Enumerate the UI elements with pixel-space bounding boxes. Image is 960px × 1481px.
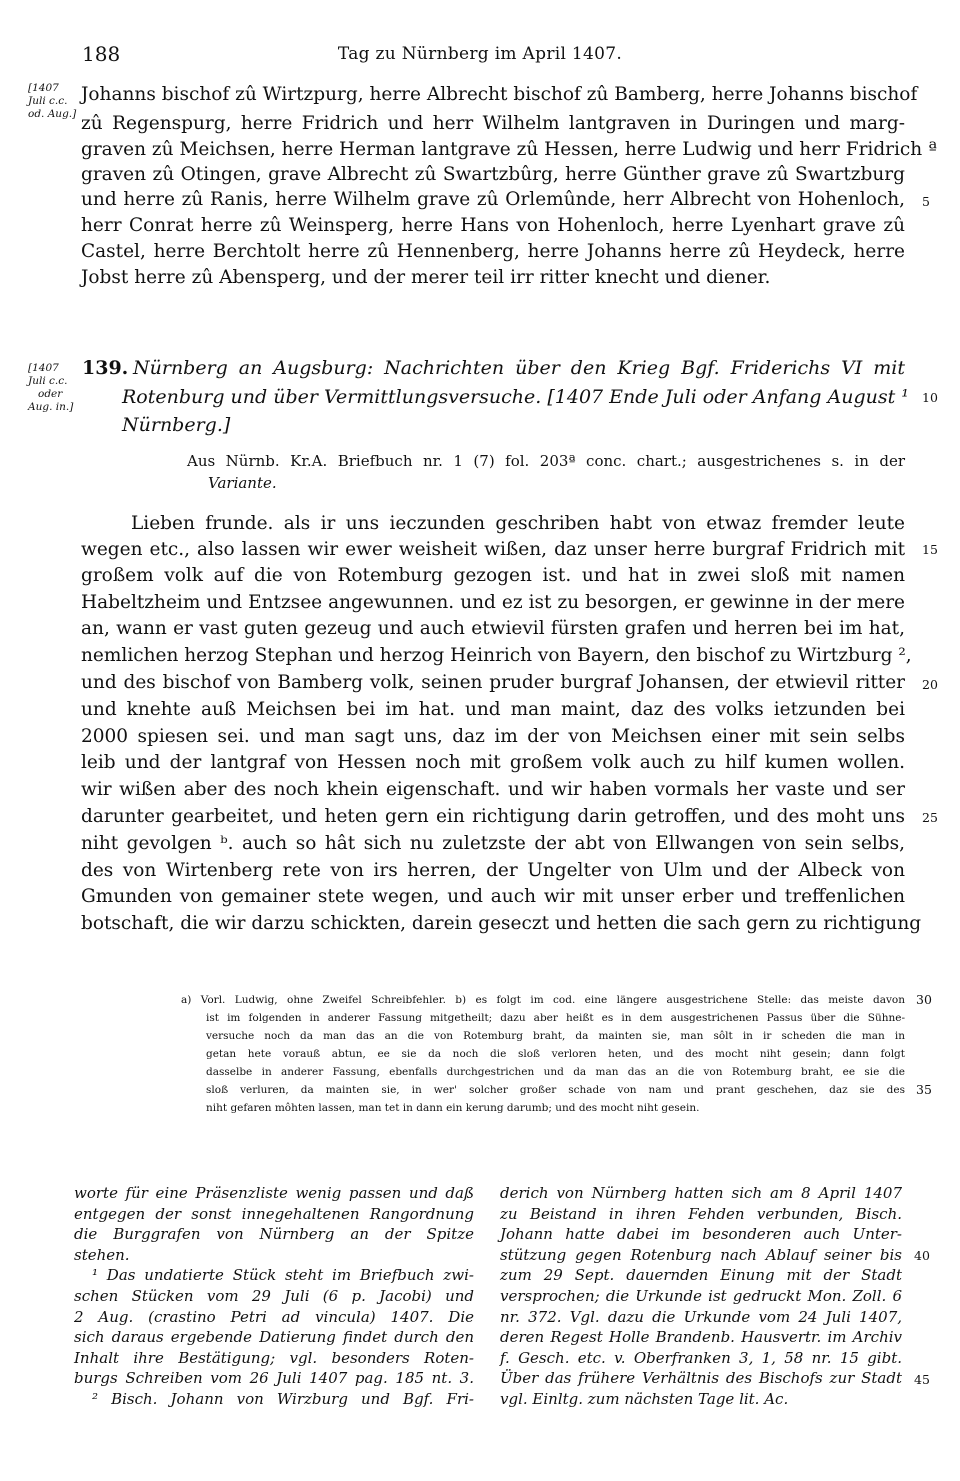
line-number: 20 [922,677,938,692]
footnote-line: burgs Schreiben vom 26 Juli 1407 pag. 185 nt. 3. [74,1369,474,1388]
text-line: und knehte auß Meichsen bei im hat. und man maint, daz des volks ietzunden bei [81,699,905,720]
line-number: 10 [922,390,938,405]
text-line: graven zû Otingen, grave Albrecht zû Swartzbûrg, herre Günther grave zû Swartzburg [81,164,905,185]
line-number: 25 [922,810,938,825]
line-number: 30 [916,992,932,1007]
text-line: des von Wirtenberg rete von irs herren, der Ungelter von Ulm und der Albeck von [81,860,905,881]
text-line: großem volk auf die von Rotemburg gezogen ist. und hat in zwei sloß mit namen [81,565,905,586]
apparatus-line: sloß verluren, da mainten sie, in wer' solcher großer schade von nam und prant geschehen, daz sie des [206,1084,905,1096]
text-line: nemlichen herzog Stephan und herzog Heinrich von Bayern, den bischof zu Wirtzburg ², [81,645,912,666]
apparatus-line: ist im folgenden in anderer Fassung mitgetheilt; dazu aber heißt es in dem ausgestrichenen Passus über die Sühne- [206,1012,905,1024]
footnote-line: deren Regest Holle Brandenb. Hausvertr. im Archiv [500,1328,902,1347]
footnote-line: zu Beistand in ihren Fehden verbunden, Bisch. [500,1204,902,1223]
footnote-line: Über das frühere Verhältnis des Bischofs zur Stadt [500,1369,902,1388]
running-title: Tag zu Nürnberg im April 1407. [337,44,623,64]
apparatus-line: versuche noch da man das an die von Rotemburg braht, da mainten sie, man sôlt in ir scheden die man in [206,1030,905,1042]
text-line: leib und der lantgraf von Hessen noch mit großem volk auch zu hilf kumen wollen. [81,752,905,773]
document-heading-line: Rotenburg und über Vermittlungsversuche. [1407 Ende Juli oder Anfang August ¹ [122,386,909,408]
line-number: 45 [914,1372,930,1387]
source-note: Aus Nürnb. Kr.A. Briefbuch nr. 1 (7) fol. 203ª conc. chart.; ausgestrichenes s. in der [187,452,905,470]
footnote-line: versprochen; die Urkunde ist gedruckt Mon. Zoll. 6 [500,1286,902,1305]
running-head [0,42,960,72]
footnote-line: die Burggrafen von Nürnberg an der Spitze [74,1225,474,1244]
page-number: 188 [82,42,121,66]
apparatus-line: niht gefaren môhten lassen, man tet in dann ein kerung darumb; und des mocht niht gesein. [206,1102,700,1114]
document-heading-line: Nürnberg an Augsburg: Nachrichten über den Krieg Bgf. Friderichs VI mit [133,357,905,379]
footnotes-left-column [74,1183,474,1410]
text-line: graven zû Meichsen, herre Herman lantgrave zû Hessen, herre Ludwig und herr Fridrich ª [81,139,937,160]
document-heading-line: Nürnberg.] [122,414,231,436]
footnote-line: derich von Nürnberg hatten sich am 8 April 1407 [500,1184,902,1202]
text-line: Habeltzheim und Entzsee angewunnen. und ez ist zu besorgen, er gewinne in der mere [81,592,905,613]
text-line: darunter gearbeitet, und heten gern ein richtigung darin getroffen, und des moht uns [81,806,905,827]
footnote-line: sich daraus ergebende Datierung findet durch den [74,1328,474,1347]
footnote-line: 2 Aug. (crastino Petri ad vincula) 1407. Die [74,1307,474,1326]
text-line: und herre zû Ranis, herre Wilhelm grave zû Orlemûnde, herr Albrecht von Hohenloch, [81,189,905,210]
text-line: Lieben frunde. als ir uns ieczunden geschriben habt von etwaz fremder leute [131,513,905,534]
footnote-line: Johann hatte dabei im besonderen auch Unter- [500,1225,902,1244]
apparatus-line: a) Vorl. Ludwig, ohne Zweifel Schreibfehler. b) es folgt im cod. eine längere ausgestrichene Stelle: das meiste davon [181,994,905,1006]
text-line: Castel, herre Berchtolt herre zû Hennenberg, herre Johanns herre zû Heydeck, herre [81,241,905,262]
text-line: wegen etc., also lassen wir ewer weisheit wißen, daz unser herre burgraf Fridrich mit [81,539,905,560]
source-note: Variante. [208,474,277,492]
footnote-line: vgl. Einltg. zum nächsten Tage lit. Ac. [500,1389,789,1408]
text-line: Gmunden von gemainer stete wegen, und auch wir mit unser erber und treffenlichen [81,886,905,907]
apparatus-line: getan hete vorauß abtun, ee sie da noch die sloß verloren heten, und des mocht niht gesein; dann folgt [206,1048,905,1060]
text-line: Johanns bischof zû Wirtzpurg, herre Albrecht bischof zû Bamberg, herre Johanns bischof [81,84,918,105]
margin-date-note: [1407 Juli c.c. od. Aug.] [28,82,77,120]
text-line: herr Conrat herre zû Weinsperg, herre Hans von Hohenloch, herre Lyenhart grave zû [81,215,905,236]
text-line: 2000 spiesen sei. und man sagt uns, daz im der von Meichsen einer mit sein selbs [81,726,905,747]
footnote-line: f. Gesch. etc. v. Oberfranken 3, 1, 58 nr. 15 gibt. [500,1348,902,1367]
line-number: 40 [914,1248,930,1263]
text-line: botschaft, die wir darzu schickten, darein geseczt und hetten die sach gern zu richtigung [81,913,922,934]
line-number: 15 [922,542,938,557]
line-number: 5 [922,194,930,209]
text-line: an, wann er vast guten gezeug und auch etwievil fürsten grafen und herren bei im hat, [81,618,905,639]
footnote-line: worte für eine Präsenzliste wenig passen und daß [74,1184,474,1202]
text-line: wir wißen aber des noch khein eigenschaft. und wir haben vormals her vaste und ser [81,779,905,800]
margin-date-note: [1407 Juli c.c. oder Aug. in.] [28,362,74,413]
text-line: und des bischof von Bamberg volk, seinen pruder burgraf Johansen, der etwievil ritter [81,672,905,693]
text-line: zû Regenspurg, herre Fridrich und herr Wilhelm lantgraven in Duringen und marg- [81,113,905,134]
line-number: 35 [916,1082,932,1097]
footnote-line: ² Bisch. Johann von Wirzburg und Bgf. Fri- [92,1389,474,1408]
footnote-line: nr. 372. Vgl. dazu die Urkunde vom 24 Juli 1407, [500,1307,902,1326]
footnote-line: stehen. [74,1245,130,1264]
footnote-line: zum 29 Sept. dauernden Einung mit der Stadt [500,1266,902,1285]
apparatus-line: dasselbe in anderer Fassung, ebenfalls durchgestrichen und da man das an die von Rotemburg braht, ee sie die [206,1066,905,1078]
text-line: niht gevolgen ᵇ. auch so hât sich nu zuletzste der abt von Ellwangen von sein selbs, [81,833,905,854]
footnote-line: Inhalt ihre Bestätigung; vgl. besonders Roten- [74,1348,474,1367]
footnote-line: ¹ Das undatierte Stück steht im Briefbuch zwi- [92,1266,474,1285]
footnote-line: stützung gegen Rotenburg nach Ablauf seiner bis [500,1245,902,1264]
footnote-line: entgegen der sonst innegehaltenen Rangordnung [74,1204,474,1223]
text-line: Jobst herre zû Abensperg, und der merer teil irr ritter knecht und diener. [81,267,771,288]
footnotes-right-column [500,1183,902,1410]
document-number: 139. [82,357,129,379]
footnote-line: schen Stücken vom 29 Juli (6 p. Jacobi) und [74,1286,474,1305]
